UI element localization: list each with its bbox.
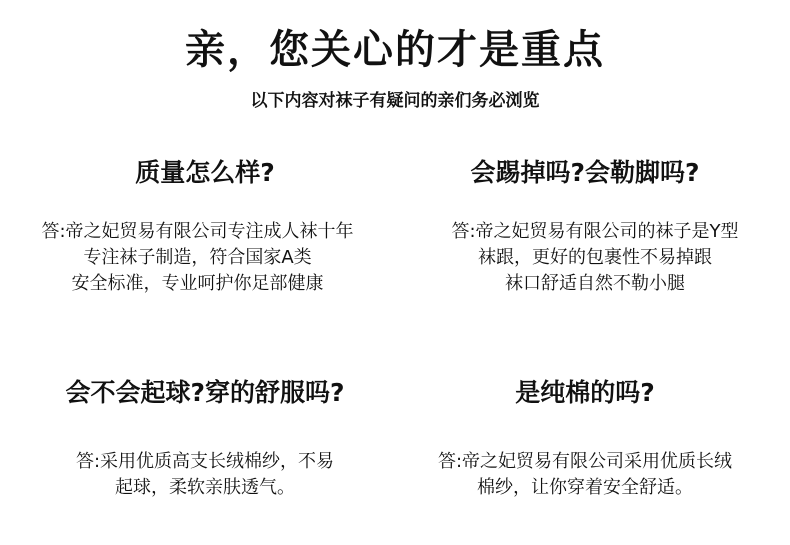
faq-question-fit: 会踢掉吗?会勒脚吗? [470,158,700,187]
faq-question-cotton: 是纯棉的吗? [515,378,655,407]
faq-question-quality: 质量怎么样? [135,158,275,187]
faq-answer-fit [400,219,790,297]
faq-answer-line: 答:采用优质高支长绒棉纱，不易 [75,451,335,472]
faq-answer-line: 答:帝之妃贸易有限公司的袜子是Y型 [451,221,739,242]
faq-answer-quality [0,219,395,297]
faq-answer-line: 袜口舒适自然不勒小腿 [505,273,685,294]
page-title: 亲，您关心的才是重点 [185,27,605,73]
faq-answer-line: 专注袜子制造，符合国家A类 [83,247,312,268]
faq-answer-line: 起球，柔软亲肤透气。 [115,477,295,498]
faq-answer-cotton [385,449,785,501]
faq-answer-pilling [0,449,410,501]
page-subtitle: 以下内容对袜子有疑问的亲们务必浏览 [250,91,540,111]
faq-answer-line: 安全标准，专业呵护你足部健康 [71,273,324,294]
faq-answer-line: 棉纱，让你穿着安全舒适。 [477,477,693,498]
faq-answer-line: 答:帝之妃贸易有限公司采用优质长绒 [437,451,733,472]
faq-question-pilling: 会不会起球?穿的舒服吗? [65,378,345,407]
faq-answer-line: 答:帝之妃贸易有限公司专注成人袜十年 [41,221,354,242]
faq-answer-line: 袜跟，更好的包裹性不易掉跟 [478,247,712,268]
